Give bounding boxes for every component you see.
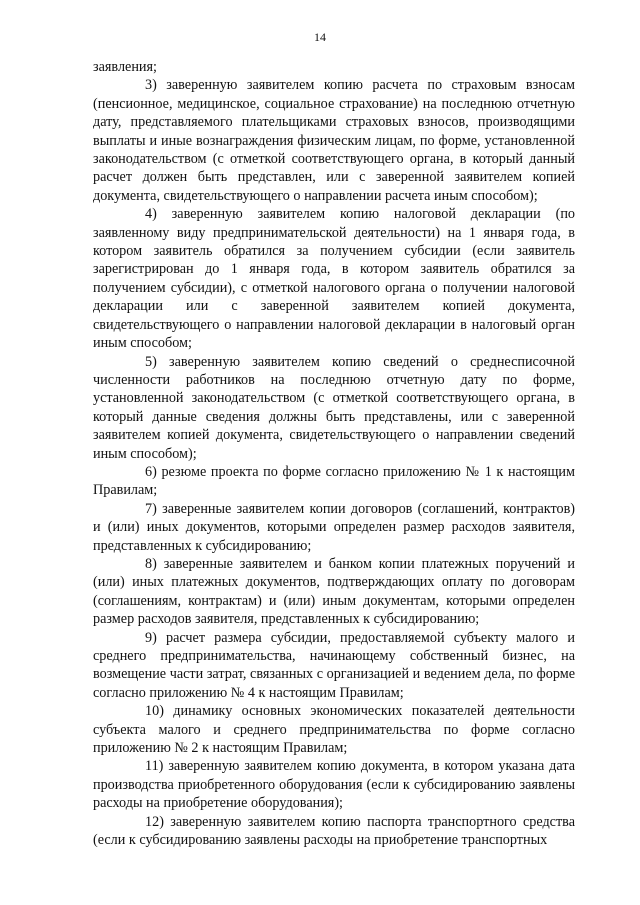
list-item-4: 4) заверенную заявителем копию налоговой декларации (по заявленному виду предпринимательской деятельности) на 1 января года, в котором заявитель обратился за получением субсидии (если заявитель зарегистрирован до 1 января года, в котором заявитель обратился за получением субсидии), с отметкой налогового органа о получении налоговой декларации или с заверенной заявителем копией документа, свидетельствующего о направлении налоговой декларации в налоговый орган иным способом; — [93, 206, 575, 352]
list-item-6: 6) резюме проекта по форме согласно приложению № 1 к настоящим Правилам; — [93, 463, 575, 499]
list-item-7: 7) заверенные заявителем копии договоров (соглашений, контрактов) и (или) иных документов, которыми определен размер расходов заявителя, представленных к субсидированию; — [93, 500, 575, 554]
list-item-8: 8) заверенные заявителем и банком копии платежных поручений и (или) иных платежных документов, подтверждающих оплату по договорам (соглашениям, контрактам) и (или) иным документам, которыми определен размер расходов заявителя, представленных к субсидированию; — [93, 555, 575, 628]
list-item-9: 9) расчет размера субсидии, предоставляемой субъекту малого и среднего предпринимательства, начинающему собственный бизнес, на возмещение части затрат, связанных с организацией и ведением дела, по форме согласно приложению № 4 к настоящим Правилам; — [93, 629, 575, 701]
list-item-12: 12) заверенную заявителем копию паспорта транспортного средства (если к субсидированию заявлены расходы на приобретение транспортных — [93, 813, 575, 849]
document-body — [93, 58, 575, 849]
list-item-10: 10) динамику основных экономических показателей деятельности субъекта малого и среднего предпринимательства по форме согласно приложению № 2 к настоящим Правилам; — [93, 703, 575, 757]
page-number: 14 — [314, 30, 326, 44]
list-item-3: 3) заверенную заявителем копию расчета по страховым взносам (пенсионное, медицинское, социальное страхование) на последнюю отчетную дату, представляемого плательщиками страховых взносов, производящими выплаты и иные вознаграждения физическим лицам, по форме, установленной законодательством (с отметкой соответствующего органа, в который данный расчет должен быть представлен, или с заверенной заявителем копией документа, свидетельствующего о направлении расчета иным способом); — [93, 77, 575, 204]
list-item-5: 5) заверенную заявителем копию сведений о среднесписочной численности работников на последнюю отчетную дату по форме, установленной законодательством (с отметкой соответствующего органа, в который данные сведения должны быть представлены, или с заверенной заявителем копией документа, свидетельствующего о направлении сведений иным способом); — [93, 353, 575, 462]
paragraph-continuation: заявления; — [93, 59, 157, 75]
list-item-11: 11) заверенную заявителем копию документа, в котором указана дата производства приобретенного оборудования (если к субсидированию заявлены расходы на приобретение оборудования); — [93, 758, 575, 812]
